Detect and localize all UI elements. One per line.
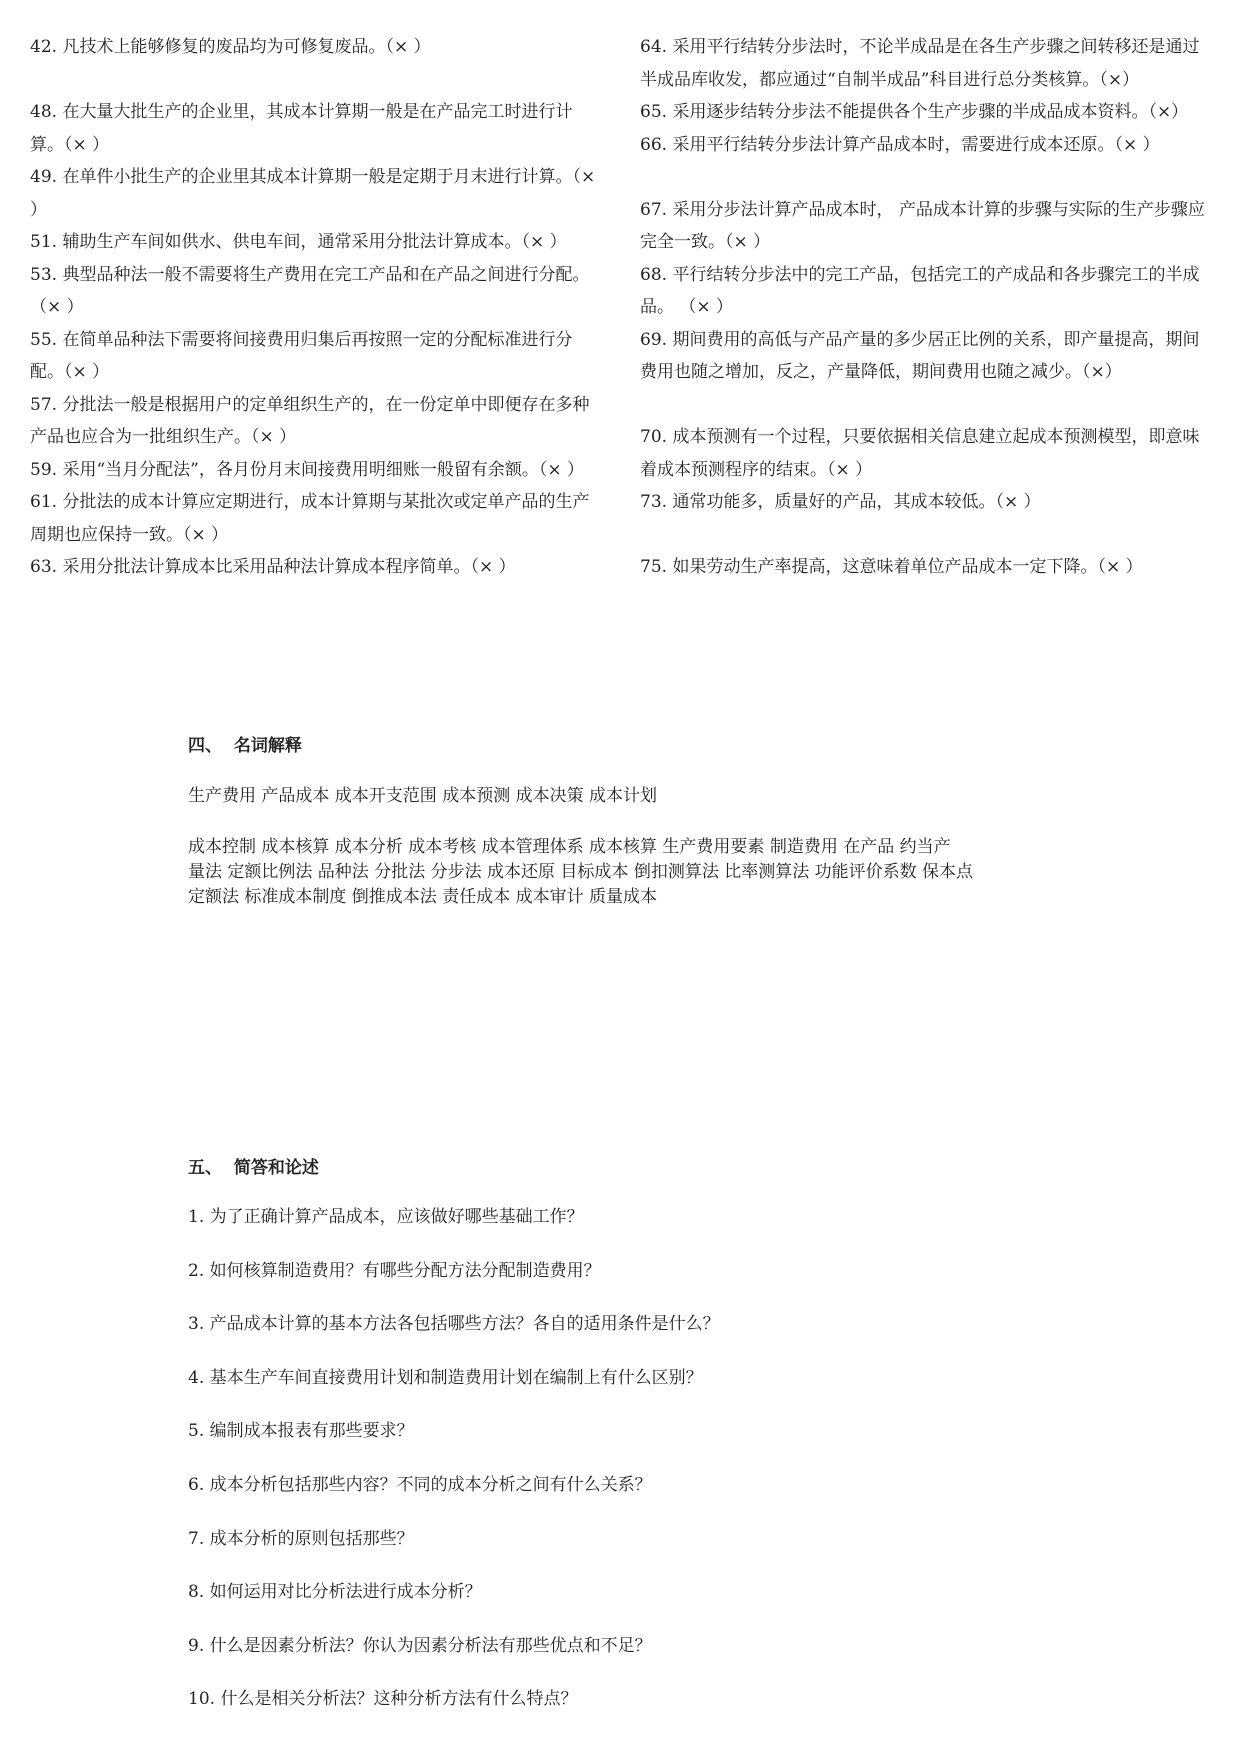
terms-section-title: 四、 名词解释 [188,736,302,756]
spacer [30,64,600,97]
terms-line: 生产费用 产品成本 成本开支范围 成本预测 成本决策 成本计划 [188,786,658,806]
tf-item: 61. 分批法的成本计算应定期进行，成本计算期与某批次或定单产品的生产周期也应保持一致。（× ） [30,492,590,545]
tf-item: 49. 在单件小批生产的企业里其成本计算期一般是定期于月末进行计算。（× ） [30,167,596,220]
tf-item: 53. 典型品种法一般不需要将生产费用在完工产品和在产品之间进行分配。（× ） [30,264,590,317]
tf-item: 42. 凡技术上能够修复的废品均为可修复废品。（× ） [30,37,431,57]
qa-item: 5. 编制成本报表有那些要求？ [188,1421,414,1442]
tf-item: 73. 通常功能多，质量好的产品，其成本较低。（× ） [640,492,1041,512]
qa-item: 8. 如何运用对比分析法进行成本分析？ [188,1582,482,1603]
tf-item: 64. 采用平行结转分步法时，不论半成品是在各生产步骤之间转移还是通过半成品库收发，都应通过“自制半成品”科目进行总分类核算。（×） [640,37,1200,90]
tf-item: 69. 期间费用的高低与产品产量的多少居正比例的关系，即产量提高，期间费用也随之增加，反之，产量降低，期间费用也随之减少。（×） [640,329,1200,382]
tf-item: 48. 在大量大批生产的企业里，其成本计算期一般是在产品完工时进行计算。（× ） [30,102,573,155]
spacer [640,389,1215,422]
tf-item: 57. 分批法一般是根据用户的定单组织生产的，在一份定单中即便存在多种产品也应合为一批组织生产。（× ） [30,394,590,447]
terms-line: 成本控制 成本核算 成本分析 成本考核 成本管理体系 成本核算 生产费用要素 制造费用 在产品 约当产 [188,837,951,857]
qa-item: 3. 产品成本计算的基本方法各包括哪些方法？各自的适用条件是什么？ [188,1314,720,1335]
tf-item: 51. 辅助生产车间如供水、供电车间，通常采用分批法计算成本。（× ） [30,232,567,252]
tf-item: 66. 采用平行结转分步法计算产品成本时，需要进行成本还原。（× ） [640,134,1160,155]
true-false-left-column [30,31,600,584]
qa-list [188,1205,720,1741]
qa-item: 1. 为了正确计算产品成本，应该做好哪些基础工作？ [188,1207,584,1227]
tf-item: 70. 成本预测有一个过程，只要依据相关信息建立起成本预测模型，即意味着成本预测程序的结束。（× ） [640,427,1200,480]
spacer [640,161,1215,194]
tf-item: 59. 采用“当月分配法”，各月份月末间接费用明细账一般留有余额。（× ） [30,459,584,480]
qa-item: 10. 什么是相关分析法？这种分析方法有什么特点？ [188,1689,578,1710]
qa-item: 4. 基本生产车间直接费用计划和制造费用计划在编制上有什么区别？ [188,1367,703,1388]
qa-item: 9. 什么是因素分析法？你认为因素分析法有那些优点和不足？ [188,1635,652,1656]
tf-item: 63. 采用分批法计算成本比采用品种法计算成本程序简单。（× ） [30,557,516,577]
qa-item: 6. 成本分析包括那些内容？不同的成本分析之间有什么关系？ [188,1474,652,1495]
true-false-right-column [640,31,1215,584]
qa-section-title: 五、 简答和论述 [188,1158,319,1178]
spacer [640,519,1215,552]
terms-line: 定额法 标准成本制度 倒推成本法 责任成本 成本审计 质量成本 [188,887,658,907]
qa-item: 2. 如何核算制造费用？有哪些分配方法分配制造费用？ [188,1260,601,1281]
tf-item: 65. 采用逐步结转分步法不能提供各个生产步骤的半成品成本资料。（×） [640,102,1189,122]
tf-item: 68. 平行结转分步法中的完工产品，包括完工的产成品和各步骤完工的半成品。 （× ） [640,264,1200,317]
tf-item: 55. 在简单品种法下需要将间接费用归集后再按照一定的分配标准进行分配。（× ） [30,329,573,382]
terms-line: 量法 定额比例法 品种法 分批法 分步法 成本还原 目标成本 倒扣测算法 比率测算法 功能评价系数 保本点 [188,862,974,882]
tf-item: 67. 采用分步法计算产品成本时， 产品成本计算的步骤与实际的生产步骤应完全一致。（× ） [640,199,1205,252]
tf-item: 75. 如果劳动生产率提高，这意味着单位产品成本一定下降。（× ） [640,557,1143,577]
qa-item: 7. 成本分析的原则包括那些？ [188,1528,414,1549]
